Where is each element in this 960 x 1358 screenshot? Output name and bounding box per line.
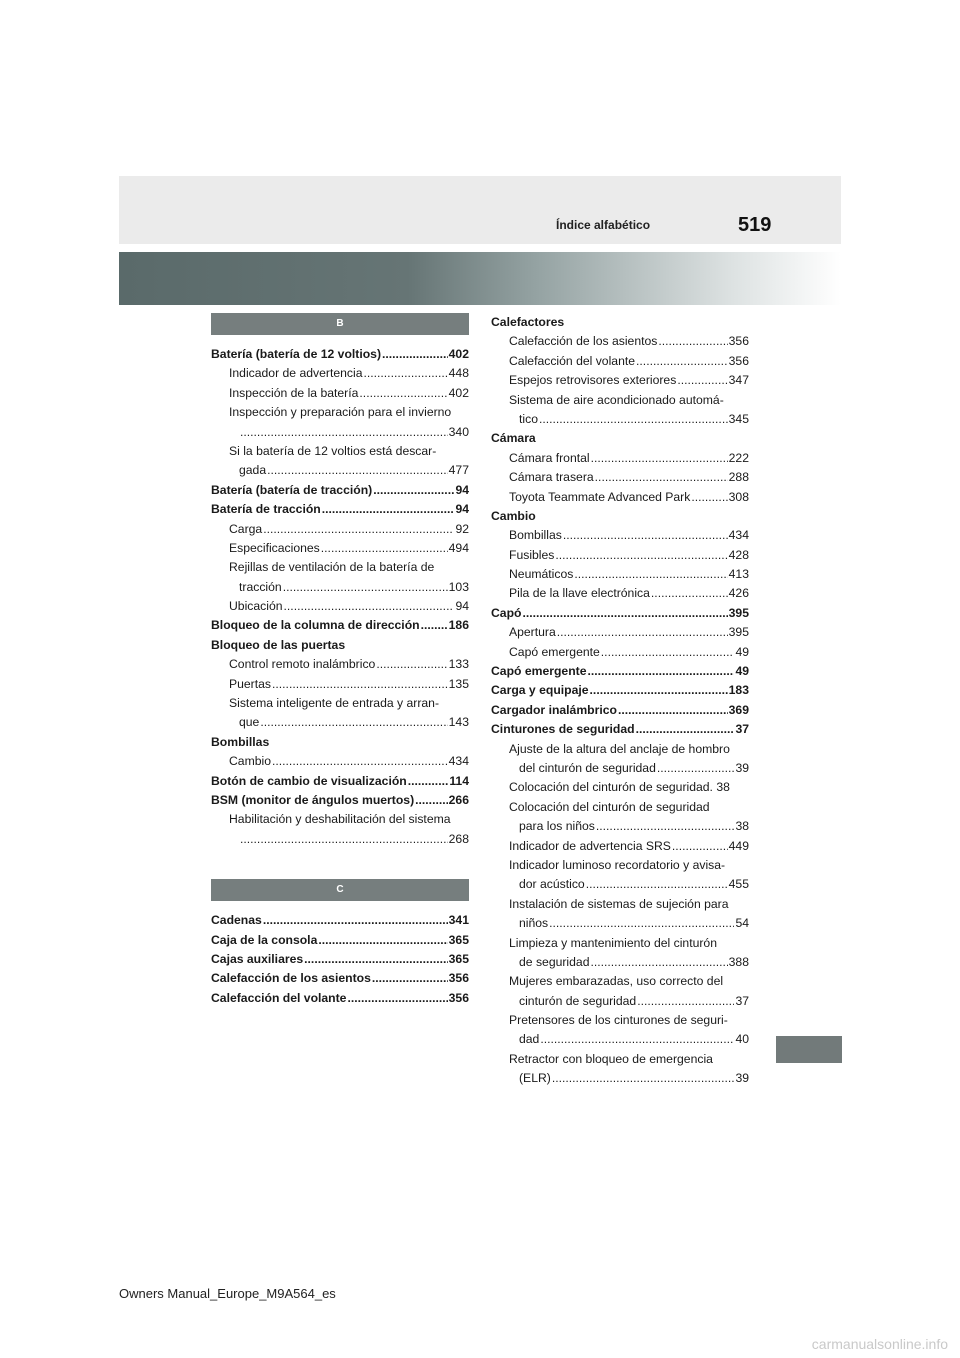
entry-text: Cajas auxiliares <box>211 951 304 966</box>
entry-page: 54 <box>735 916 749 931</box>
entry-text: Calefacción de los asientos <box>509 334 658 349</box>
entry-text: Colocación del cinturón de seguridad. 38 <box>509 780 730 795</box>
entry-page: 426 <box>728 586 749 601</box>
index-subentry <box>491 1030 749 1049</box>
dot-leader <box>240 830 448 849</box>
entry-text: Bloqueo de las puertas <box>211 637 346 652</box>
entry-text: Rejillas de ventilación de la batería de <box>229 560 435 575</box>
dot-leader <box>415 791 448 810</box>
entry-text: Puertas <box>229 676 272 691</box>
index-entry <box>491 313 749 332</box>
footer-document-id: Owners Manual_Europe_M9A564_es <box>119 1286 336 1301</box>
entry-text: Ubicación <box>229 599 283 614</box>
entry-text: Mujeres embarazadas, uso correcto del <box>509 974 724 989</box>
entry-page: 94 <box>455 482 469 497</box>
dot-leader <box>421 616 448 635</box>
entry-text: Carga <box>229 521 263 536</box>
entry-text: Calefacción del volante <box>211 990 347 1005</box>
entry-text: Bombillas <box>509 528 562 543</box>
entry-text: Especificaciones <box>229 540 320 555</box>
entry-text: Ajuste de la altura del anclaje de hombro <box>509 741 730 756</box>
header-band <box>119 176 841 244</box>
dot-leader <box>540 1030 734 1049</box>
entry-page: 365 <box>448 951 469 966</box>
index-subentry <box>491 488 749 507</box>
dot-leader <box>590 681 728 700</box>
entry-text: (ELR) <box>519 1071 551 1086</box>
entry-page: 402 <box>448 347 469 361</box>
dot-leader <box>263 911 448 930</box>
entry-text: tico <box>519 411 538 426</box>
index-subentry <box>491 798 749 817</box>
entry-page: 448 <box>448 366 469 381</box>
dot-leader <box>588 662 735 681</box>
index-subentry <box>491 643 749 662</box>
dot-leader <box>672 837 728 856</box>
entry-page: 434 <box>448 754 469 769</box>
entry-text: Retractor con bloqueo de emergencia <box>509 1051 713 1066</box>
entry-text: cinturón de seguridad <box>519 993 637 1008</box>
entry-page: 494 <box>448 540 469 555</box>
entry-page: 369 <box>728 702 749 717</box>
index-entry <box>211 969 469 988</box>
index-subentry <box>491 449 749 468</box>
dot-leader <box>636 352 728 371</box>
entry-page: 356 <box>448 971 469 986</box>
index-entry <box>211 791 469 810</box>
entry-text: Sistema inteligente de entrada y arran- <box>229 696 440 711</box>
index-column-left <box>211 313 469 1008</box>
entry-page: 94 <box>455 599 469 614</box>
entry-text: gada <box>239 463 267 478</box>
dot-leader <box>657 759 735 778</box>
dot-leader <box>267 461 448 480</box>
entry-page: 434 <box>728 528 749 543</box>
index-subentry <box>211 713 469 732</box>
dot-leader <box>284 597 455 616</box>
index-subentry <box>211 810 469 829</box>
entry-page: 186 <box>448 618 469 633</box>
index-subentry <box>491 1050 749 1069</box>
entry-text: Sistema de aire acondicionado automá- <box>509 392 724 407</box>
entry-text: Neumáticos <box>509 567 574 582</box>
entry-text: Habilitación y deshabilitación del sistema <box>229 812 451 827</box>
entry-page: 135 <box>448 676 469 691</box>
entry-text: tracción <box>239 579 282 594</box>
dot-leader <box>591 449 728 468</box>
entry-text: Calefacción del volante <box>509 353 636 368</box>
entry-page: 413 <box>728 567 749 582</box>
entry-page: 347 <box>728 373 749 388</box>
entry-page: 395 <box>728 625 749 640</box>
entry-text: Inspección y preparación para el invierno <box>229 405 452 420</box>
index-subentry <box>211 830 469 849</box>
entry-text: Colocación del cinturón de seguridad <box>509 799 710 814</box>
entry-text: Cámara trasera <box>509 470 594 485</box>
index-subentry <box>211 520 469 539</box>
dot-leader <box>691 488 727 507</box>
entry-page: 388 <box>728 954 749 969</box>
entry-page: 449 <box>728 838 749 853</box>
index-subentry <box>491 895 749 914</box>
dot-leader <box>376 655 447 674</box>
entry-text: Capó emergente <box>491 664 587 679</box>
index-subentry <box>491 565 749 584</box>
dot-leader <box>557 623 728 642</box>
entry-text: Bombillas <box>211 734 270 749</box>
index-subentry <box>491 546 749 565</box>
index-subentry <box>491 391 749 410</box>
index-subentry <box>211 423 469 442</box>
index-subentry <box>491 740 749 759</box>
index-subentry <box>491 817 749 836</box>
entry-page: 39 <box>735 760 749 775</box>
entry-text: Capó <box>491 605 522 620</box>
entry-text: Cargador inalámbrico <box>491 702 617 717</box>
index-subentry <box>491 953 749 972</box>
entry-page: 37 <box>735 993 749 1008</box>
index-subentry <box>211 442 469 461</box>
entry-page: 308 <box>728 489 749 504</box>
index-subentry <box>211 558 469 577</box>
dot-leader <box>555 546 727 565</box>
entry-page: 103 <box>448 579 469 594</box>
entry-text: dad <box>519 1032 540 1047</box>
index-subentry <box>491 1069 749 1088</box>
index-entry <box>491 662 749 681</box>
entry-page: 114 <box>449 773 469 788</box>
dot-leader <box>272 752 448 771</box>
index-subentry <box>211 655 469 674</box>
dot-leader <box>586 875 728 894</box>
index-entry <box>491 507 749 526</box>
dot-leader <box>522 604 727 623</box>
index-subentry <box>491 972 749 991</box>
index-subentry <box>491 856 749 875</box>
dot-leader <box>372 969 448 988</box>
index-entry <box>491 429 749 448</box>
entry-page: 402 <box>448 385 469 400</box>
entry-text: Cinturones de seguridad <box>491 722 635 737</box>
dot-leader <box>263 520 454 539</box>
page-number: 519 <box>738 214 772 236</box>
index-subentry <box>211 694 469 713</box>
index-entry <box>491 604 749 623</box>
entry-text: Pila de la llave electrónica <box>509 586 650 601</box>
entry-page: 49 <box>735 644 749 659</box>
index-subentry <box>491 934 749 953</box>
section-letter-bar: C <box>211 879 469 901</box>
entry-text: que <box>239 715 260 730</box>
index-subentry <box>211 597 469 616</box>
index-column-right <box>491 313 749 1089</box>
entry-page: 356 <box>728 353 749 368</box>
entry-text: Fusibles <box>509 547 555 562</box>
index-subentry <box>491 914 749 933</box>
entry-text: Control remoto inalámbrico <box>229 657 376 672</box>
index-subentry <box>491 1011 749 1030</box>
entry-page: 92 <box>455 521 469 536</box>
dot-leader <box>240 423 448 442</box>
entry-text: Cadenas <box>211 913 262 928</box>
section-title: Índice alfabético <box>556 218 651 232</box>
index-subentry <box>491 371 749 390</box>
index-subentry <box>491 332 749 351</box>
index-subentry <box>491 468 749 487</box>
dot-leader <box>574 565 727 584</box>
entry-page: 38 <box>735 819 749 834</box>
dot-leader <box>677 371 727 390</box>
entry-text: Si la batería de 12 voltios está descar- <box>229 443 437 458</box>
index-entry <box>211 636 469 655</box>
dot-leader <box>539 410 728 429</box>
index-subentry <box>491 875 749 894</box>
entry-page: 356 <box>448 990 469 1005</box>
entry-page: 477 <box>448 463 469 478</box>
index-entry <box>211 345 469 364</box>
index-subentry <box>491 584 749 603</box>
entry-page: 94 <box>455 502 469 517</box>
entry-text: Indicador luminoso recordatorio y avisa- <box>509 857 726 872</box>
dot-leader <box>658 332 727 351</box>
dot-leader <box>359 384 447 403</box>
entry-page: 288 <box>728 470 749 485</box>
entry-page: 345 <box>728 411 749 426</box>
entry-text: Batería de tracción <box>211 502 321 517</box>
dot-leader <box>382 345 448 364</box>
entry-page: 222 <box>728 450 749 465</box>
entry-text: Cámara <box>491 431 536 446</box>
entry-text: Pretensores de los cinturones de seguri- <box>509 1013 728 1028</box>
entry-text: Calefactores <box>491 315 565 329</box>
entry-text: Botón de cambio de visualización <box>211 773 407 788</box>
entry-text: para los niños <box>519 819 595 834</box>
entry-page: 455 <box>728 877 749 892</box>
entry-text: dor acústico <box>519 877 585 892</box>
dot-leader <box>552 1069 735 1088</box>
entry-text: Bloqueo de la columna de dirección <box>211 618 420 633</box>
index-subentry <box>491 778 749 797</box>
entry-text: Inspección de la batería <box>229 385 359 400</box>
section-spacer <box>211 849 469 879</box>
entry-text: Capó emergente <box>509 644 600 659</box>
watermark: carmanualsonline.info <box>811 1336 948 1352</box>
index-subentry <box>211 384 469 403</box>
index-entry <box>211 950 469 969</box>
entry-text: Cambio <box>229 754 271 769</box>
index-subentry <box>491 992 749 1011</box>
dot-leader <box>260 713 447 732</box>
entry-page: 143 <box>448 715 469 730</box>
dot-leader <box>373 481 454 500</box>
dot-leader <box>637 992 734 1011</box>
entry-page: 183 <box>728 683 749 698</box>
entry-page: 428 <box>728 547 749 562</box>
dot-leader <box>318 931 447 950</box>
dot-leader <box>636 720 735 739</box>
entry-text: Espejos retrovisores exteriores <box>509 373 677 388</box>
index-entry <box>491 681 749 700</box>
header-gradient-bar <box>119 252 841 305</box>
entry-text: Carga y equipaje <box>491 683 589 698</box>
index-subentry <box>491 352 749 371</box>
chapter-thumb-tab <box>776 1036 842 1063</box>
entry-page: 365 <box>448 932 469 947</box>
dot-leader <box>322 500 455 519</box>
entry-page: 356 <box>728 334 749 349</box>
entry-text: Toyota Teammate Advanced Park <box>509 489 691 504</box>
entry-page: 341 <box>448 913 469 928</box>
entry-text: Calefacción de los asientos <box>211 971 371 986</box>
dot-leader <box>283 578 448 597</box>
dot-leader <box>363 364 447 383</box>
dot-leader <box>549 914 734 933</box>
dot-leader <box>321 539 448 558</box>
index-entry <box>211 481 469 500</box>
dot-leader <box>408 772 449 791</box>
entry-page: 266 <box>448 792 469 807</box>
index-subentry <box>491 837 749 856</box>
dot-leader <box>596 817 735 836</box>
entry-page: 39 <box>735 1071 749 1086</box>
dot-leader <box>590 953 727 972</box>
entry-page: 340 <box>448 424 469 439</box>
entry-text: Limpieza y mantenimiento del cinturón <box>509 935 717 950</box>
index-subentry <box>211 675 469 694</box>
entry-text: Caja de la consola <box>211 932 318 947</box>
entry-text: de seguridad <box>519 954 590 969</box>
entry-text: Indicador de advertencia SRS <box>509 838 671 853</box>
index-entry <box>491 720 749 739</box>
entry-text: Cambio <box>491 508 536 523</box>
index-entry <box>211 989 469 1008</box>
dot-leader <box>618 701 728 720</box>
index-entry <box>211 733 469 752</box>
index-entry <box>211 931 469 950</box>
index-subentry <box>211 752 469 771</box>
index-subentry <box>211 403 469 422</box>
entry-page: 268 <box>448 831 469 846</box>
entry-text: niños <box>519 916 549 931</box>
index-entry <box>211 772 469 791</box>
dot-leader <box>272 675 448 694</box>
index-subentry <box>491 759 749 778</box>
entry-text: Batería (batería de tracción) <box>211 482 373 497</box>
dot-leader <box>651 584 728 603</box>
section-letter-bar: B <box>211 313 469 335</box>
dot-leader <box>304 950 448 969</box>
entry-text: BSM (monitor de ángulos muertos) <box>211 792 415 807</box>
dot-leader <box>347 989 447 1008</box>
index-entry <box>211 616 469 635</box>
index-subentry <box>491 410 749 429</box>
index-subentry <box>491 526 749 545</box>
entry-page: 49 <box>735 664 749 679</box>
entry-text: Indicador de advertencia <box>229 366 363 381</box>
index-subentry <box>211 578 469 597</box>
entry-text: Cámara frontal <box>509 450 590 465</box>
index-subentry <box>211 364 469 383</box>
entry-page: 40 <box>735 1032 749 1047</box>
entry-page: 133 <box>448 657 469 672</box>
index-entry <box>491 701 749 720</box>
entry-text: del cinturón de seguridad <box>519 760 656 775</box>
index-subentry <box>211 461 469 480</box>
entry-page: 395 <box>728 605 749 620</box>
index-entry <box>211 500 469 519</box>
index-subentry <box>491 623 749 642</box>
index-entry <box>211 911 469 930</box>
entry-page: 37 <box>735 722 749 737</box>
index-subentry <box>211 539 469 558</box>
entry-text: Instalación de sistemas de sujeción para <box>509 896 729 911</box>
dot-leader <box>595 468 728 487</box>
dot-leader <box>563 526 728 545</box>
entry-text: Apertura <box>509 625 556 640</box>
entry-text: Batería (batería de 12 voltios) <box>211 347 382 361</box>
dot-leader <box>601 643 735 662</box>
